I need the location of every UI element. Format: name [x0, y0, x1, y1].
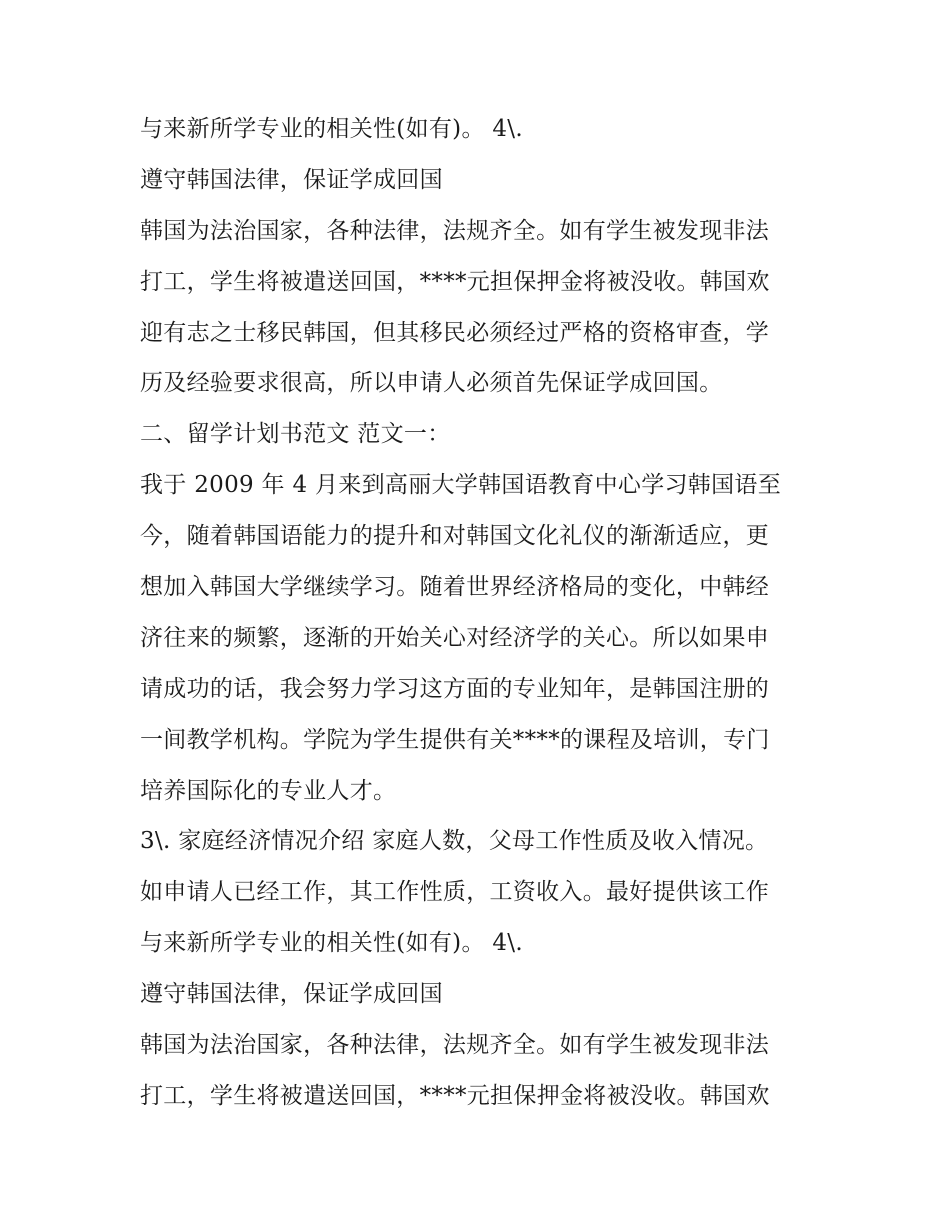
document-body [140, 104, 820, 1122]
text-line: 韩国为法治国家，各种法律，法规齐全。如有学生被发现非法 [140, 1032, 770, 1059]
section-heading: 二、留学计划书范文 范文一： [140, 421, 451, 448]
text-line: 如申请人已经工作，其工作性质，工资收入。最好提供该工作 [140, 879, 770, 906]
text-line: 培养国际化的专业人才。 [140, 777, 397, 804]
text-line: 迎有志之士移民韩国，但其移民必须经过严格的资格审查，学 [140, 319, 770, 346]
text-line: 想加入韩国大学继续学习。随着世界经济格局的变化，中韩经 [140, 574, 770, 601]
text-line: 3\. 家庭经济情况介绍 家庭人数，父母工作性质及收入情况。 [140, 828, 769, 855]
text-line: 济往来的频繁，逐渐的开始关心对经济学的关心。所以如果申 [140, 624, 770, 651]
text-line: 与来新所学专业的相关性(如有)。 4\. [140, 116, 523, 142]
text-line: 请成功的话，我会努力学习这方面的专业知年，是韩国注册的 [140, 675, 770, 702]
text-line: 历及经验要求很高，所以申请人必须首先保证学成回国。 [140, 370, 723, 397]
text-line: 与来新所学专业的相关性(如有)。 4\. [140, 930, 523, 957]
text-line: 今，随着韩国语能力的提升和对韩国文化礼仪的渐渐适应，更 [140, 523, 770, 550]
text-line: 打工，学生将被遣送回国，****元担保押金将被没收。韩国欢 [140, 1082, 770, 1109]
text-line: 打工，学生将被遣送回国，****元担保押金将被没收。韩国欢 [140, 268, 770, 295]
text-line: 一间教学机构。学院为学生提供有关****的课程及培训，专门 [140, 726, 770, 753]
text-line: 我于 2009 年 4 月来到高丽大学韩国语教育中心学习韩国语至 [140, 472, 782, 499]
section-heading: 遵守韩国法律，保证学成回国 [140, 166, 443, 193]
section-heading: 遵守韩国法律，保证学成回国 [140, 981, 443, 1008]
text-line: 韩国为法治国家，各种法律，法规齐全。如有学生被发现非法 [140, 217, 770, 244]
